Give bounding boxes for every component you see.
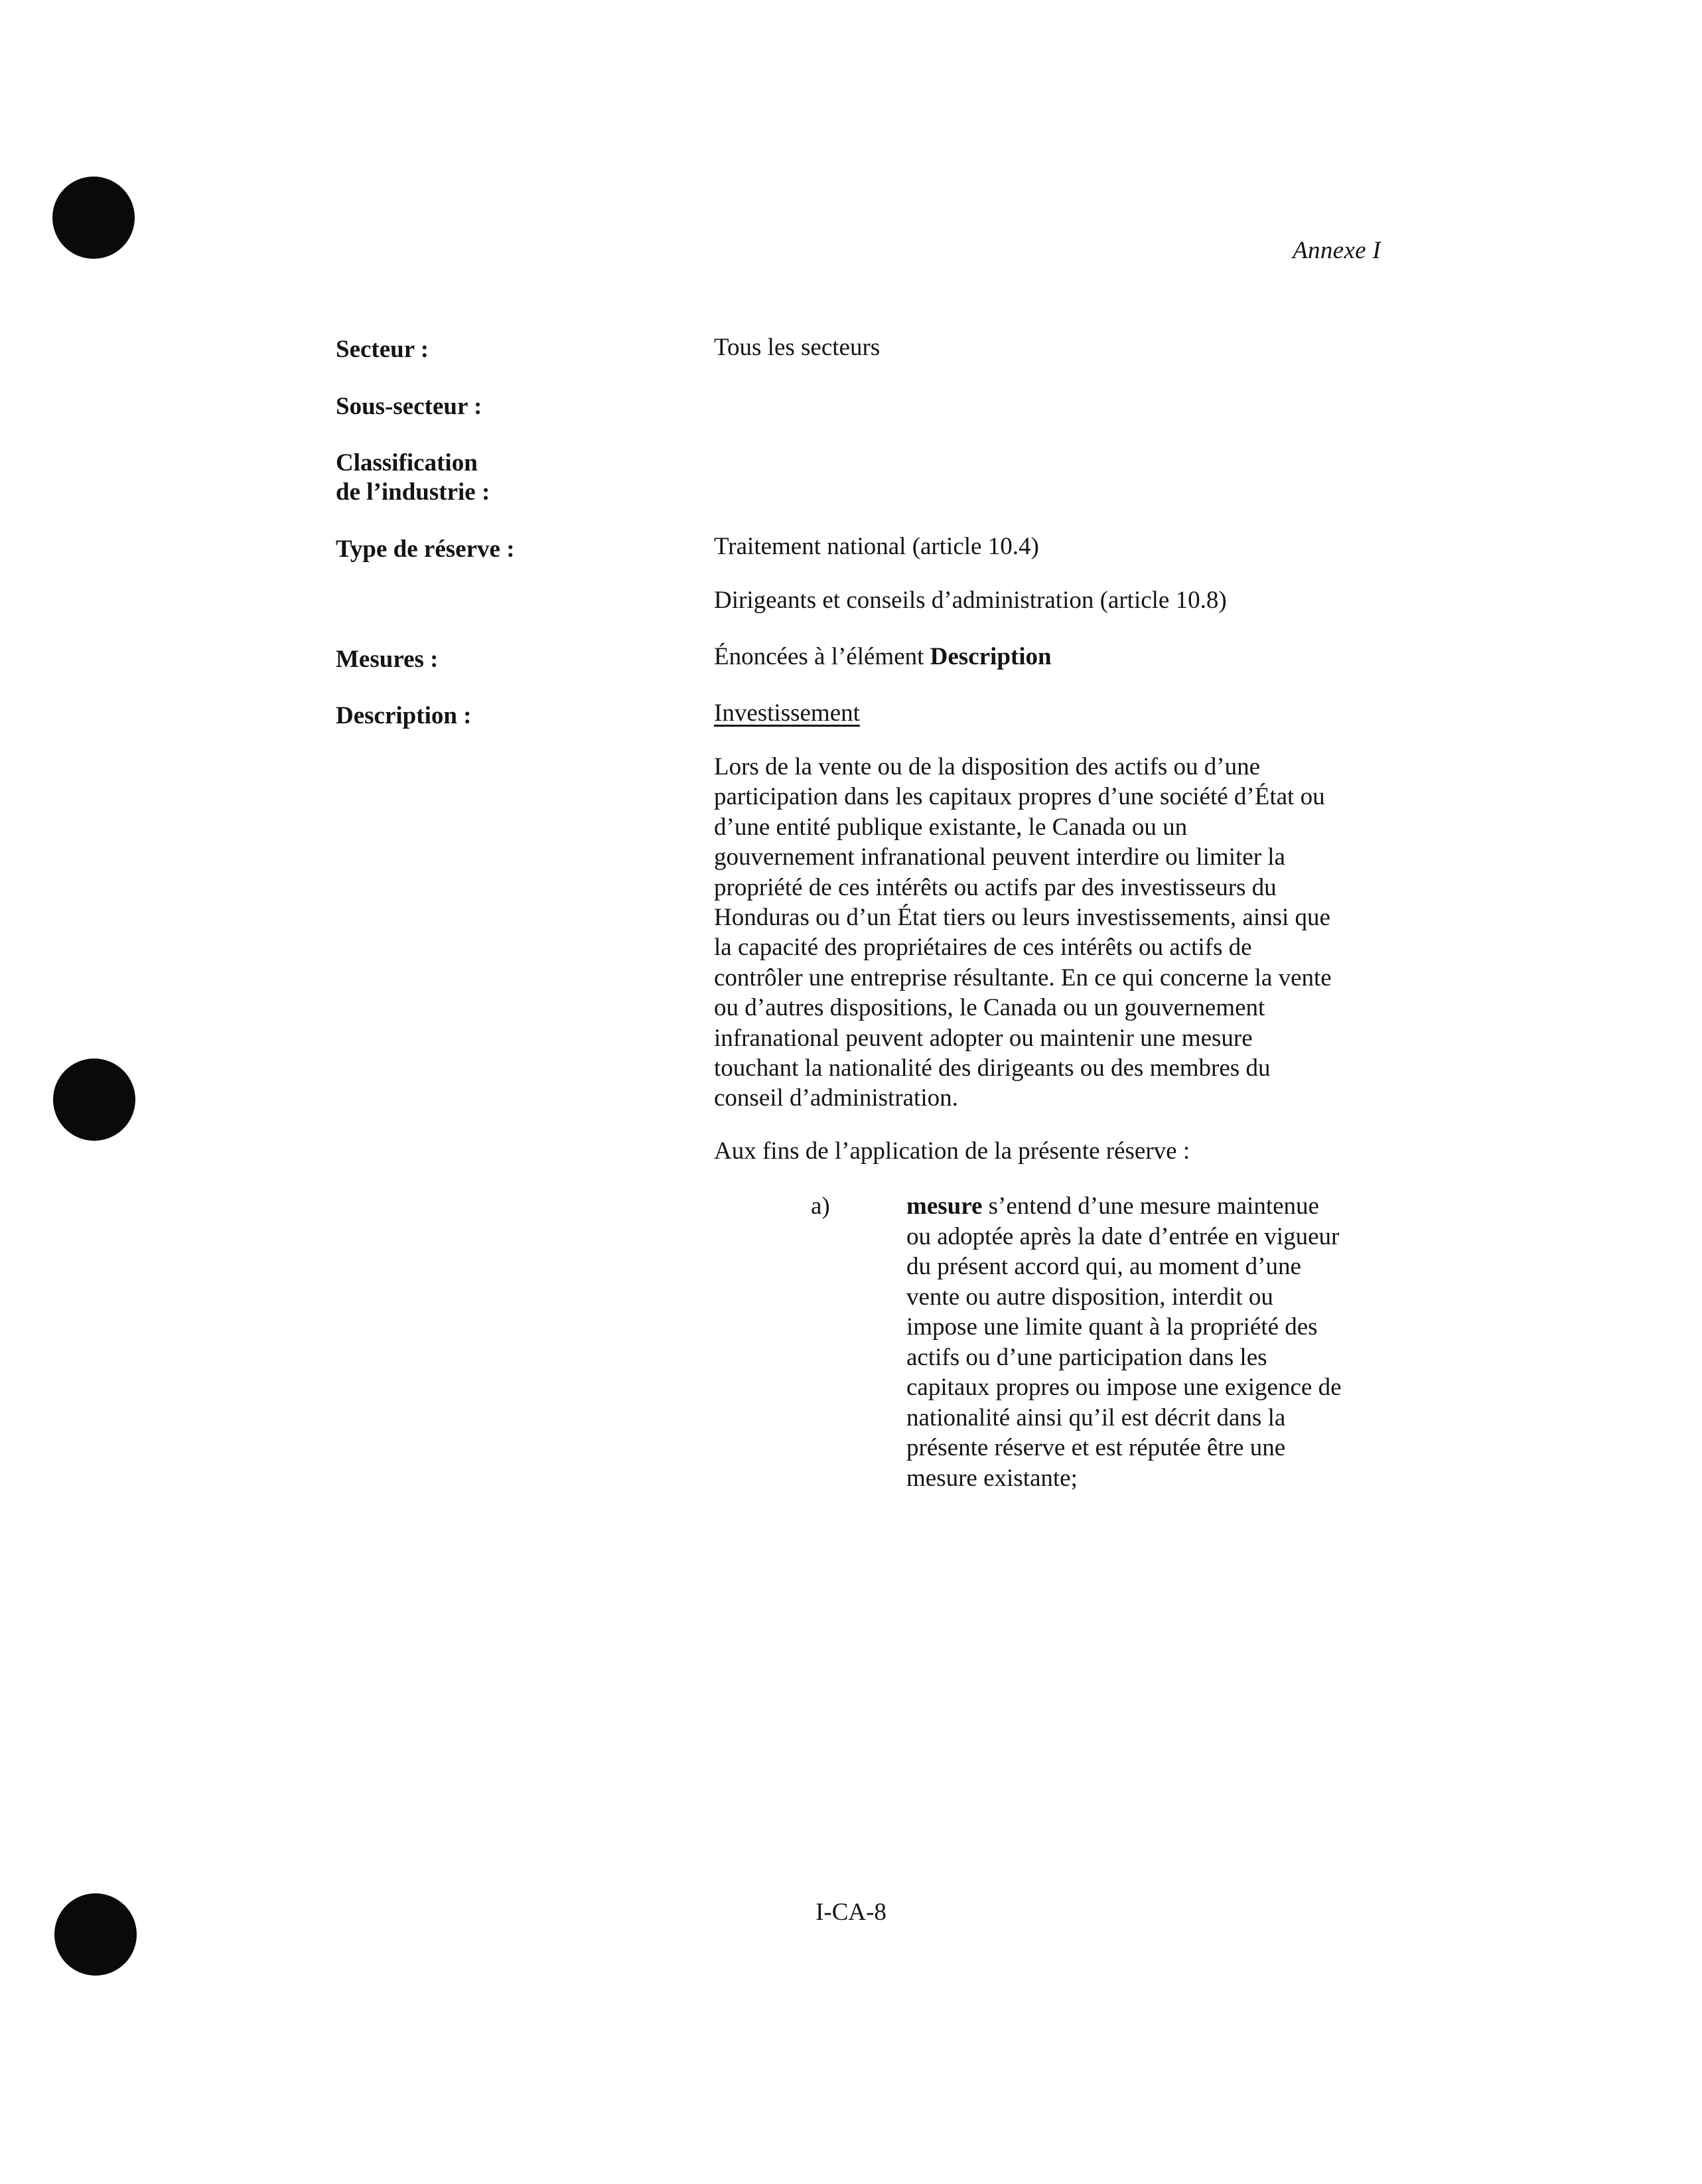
annex-header: Annexe I	[1293, 237, 1381, 264]
mesures-label: Mesures :	[336, 646, 439, 673]
list-item-a-text: s’entend d’une mesure maintenue ou adoptée après la date d’entrée en vigueur du présent accord qui, au moment d’une vente ou autre disposition, interdit ou impose une limite quant à la propriété des actifs ou d’une participation dans les capitaux propres ou impose une exigence de nationalité ainsi qu’il est décrit dans la présente réserve et est réputée être une mesure existante;	[906, 1193, 1342, 1492]
type-reserve-value-1: Traitement national (article 10.4)	[714, 533, 1039, 560]
type-reserve-value-2: Dirigeants et conseils d’administration (article 10.8)	[714, 587, 1227, 614]
binder-hole-top	[52, 177, 135, 259]
type-reserve-label: Type de réserve :	[336, 536, 515, 563]
mesures-value-bold: Description	[930, 643, 1052, 670]
list-item-a-marker: a)	[811, 1193, 830, 1220]
secteur-label: Secteur :	[336, 336, 429, 363]
mesures-value-prefix: Énoncées à l’élément	[714, 643, 930, 670]
sous-secteur-label: Sous-secteur :	[336, 393, 482, 420]
classification-label-line-1: Classification	[336, 449, 478, 476]
list-item-a	[906, 1191, 1397, 1493]
mesures-value	[714, 642, 1052, 672]
secteur-value: Tous les secteurs	[714, 334, 881, 361]
description-heading: Investissement	[714, 699, 860, 727]
description-label: Description :	[336, 702, 472, 729]
classification-label-line-2: de l’industrie :	[336, 478, 490, 506]
page-number: I-CA-8	[816, 1899, 886, 1926]
description-paragraph-2: Aux fins de l’application de la présente réserve :	[714, 1137, 1190, 1165]
description-paragraph-1: Lors de la vente ou de la disposition des actifs ou d’une participation dans les capitaux propres d’une société d’État ou d’une entité publique existante, le Canada ou un gouvernement infranational peuvent interdire ou limiter la propriété de ces intérêts ou actifs par des investisseurs du Honduras ou d’un État tiers ou leurs investissements, ainsi que la capacité des propriétaires de ces intérêts ou actifs de contrôler une entreprise résultante. En ce qui concerne la vente ou d’autres dispositions, le Canada ou un gouvernement infranational peuvent adopter ou maintenir une mesure touchant la nationalité des dirigeants ou des membres du conseil d’administration.	[714, 753, 1332, 1112]
list-item-a-term: mesure	[906, 1193, 983, 1220]
binder-hole-middle	[53, 1058, 135, 1141]
